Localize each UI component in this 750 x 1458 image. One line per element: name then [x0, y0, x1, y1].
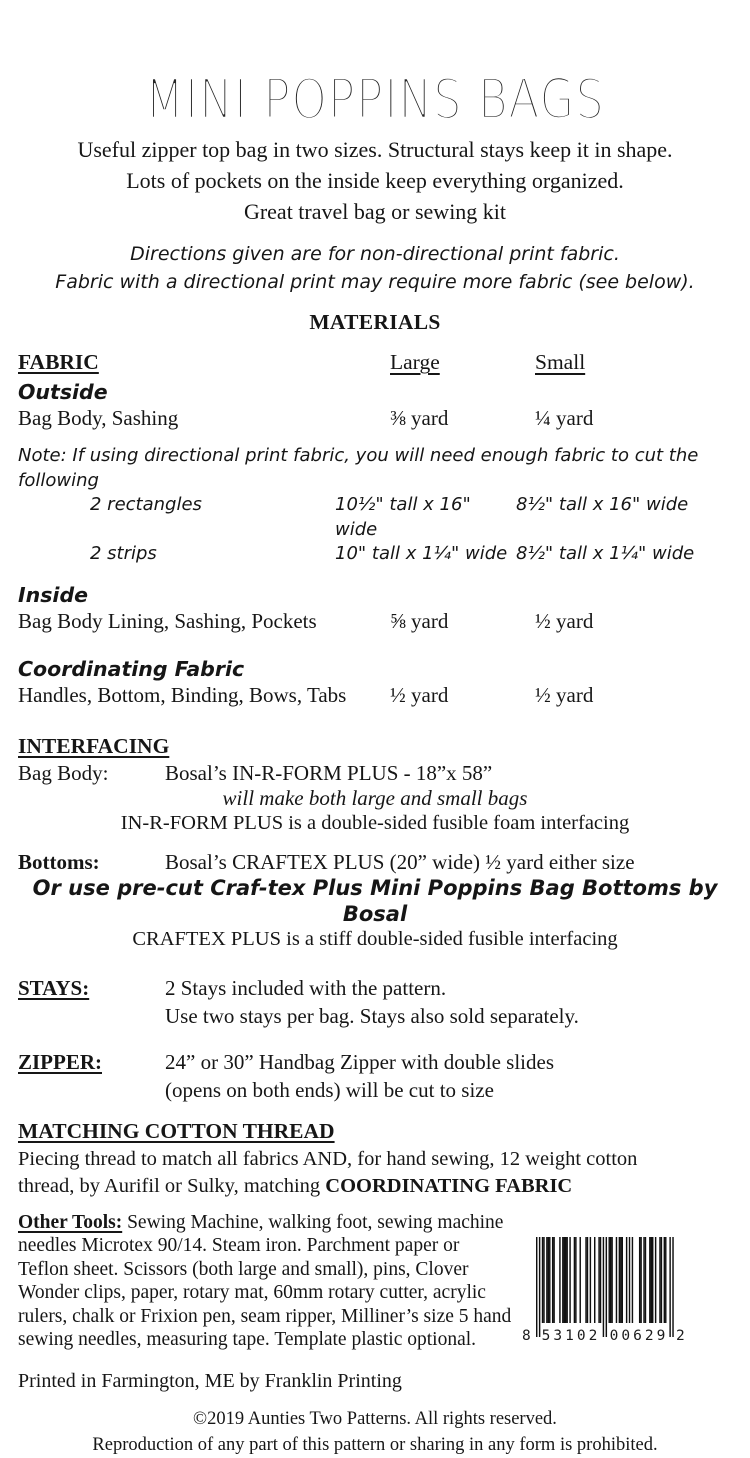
- bottoms-alt-note: Or use pre-cut Craf-tex Plus Mini Poppins Bag Bottoms by Bosal: [32, 875, 718, 926]
- note-row-label: 2 strips: [90, 543, 157, 564]
- tagline: [18, 134, 732, 227]
- fabric-row-inside: [18, 609, 732, 634]
- barcode-digits-group2: 00629: [609, 1328, 669, 1344]
- title-block: [18, 0, 732, 131]
- note-row-large: 10½" tall x 16" wide: [335, 494, 471, 540]
- fabric-table-header: [18, 350, 732, 375]
- note-row-small: 8½" tall x 16" wide: [516, 494, 689, 515]
- stays-line-2: Use two stays per bag. Stays also sold separately.: [165, 1004, 579, 1028]
- small-value: ½ yard: [535, 682, 594, 707]
- fabric-row-outside: [18, 406, 732, 431]
- zipper-text: [165, 1048, 732, 1105]
- note-row-large: 10" tall x 1¼" wide: [335, 543, 508, 564]
- outside-heading: Outside: [18, 380, 108, 404]
- note-row-strips: [18, 542, 732, 567]
- zipper-section: [18, 1048, 732, 1105]
- barcode-digit-right: 2: [676, 1328, 685, 1344]
- stays-text: [165, 974, 732, 1031]
- thread-bold-text: COORDINATING FABRIC: [325, 1174, 573, 1197]
- inside-heading: Inside: [18, 582, 89, 607]
- copyright-line-1: ©2019 Aunties Two Patterns. All rights reserved.: [193, 1408, 557, 1429]
- note-intro: Note: If using directional print fabric, you will need enough fabric to cut the following: [18, 445, 699, 491]
- interfacing-bag-body-row: [18, 761, 732, 786]
- note-row-label: 2 rectangles: [90, 494, 202, 515]
- other-tools-body: Sewing Machine, walking foot, sewing machine needles Microtex 90/14. Steam iron. Parchment paper or Teflon sheet. Scissors (both large and small), pins, Clover Wonder clips, paper, rotary mat, 60mm rotary cutter, acrylic rulers, chalk or Frixion pen, seam ripper, Milliner’s size 5 hand sewing needles, measuring tape. Template plastic optional.: [18, 1211, 512, 1350]
- copyright-line-2: Reproduction of any part of this pattern or sharing in any form is prohibited.: [92, 1434, 658, 1455]
- zipper-heading: ZIPPER:: [18, 1049, 102, 1074]
- tagline-line-1: Useful zipper top bag in two sizes. Structural stays keep it in shape.: [77, 137, 673, 162]
- row-label: Bag Body Lining, Sashing, Pockets: [18, 608, 317, 633]
- copyright-block: [18, 1406, 732, 1458]
- row-label: Handles, Bottom, Binding, Bows, Tabs: [18, 682, 347, 707]
- note-row-small: 8½" tall x 1¼" wide: [516, 543, 695, 564]
- upc-barcode: [524, 1237, 690, 1349]
- barcode-bars: [524, 1237, 690, 1337]
- directions-line-2: Fabric with a directional print may require more fabric (see below).: [55, 271, 695, 293]
- column-header-small: Small: [535, 350, 586, 374]
- stays-section: [18, 974, 732, 1031]
- column-header-large: Large: [390, 350, 440, 374]
- fabric-heading: FABRIC: [18, 350, 99, 374]
- thread-text: Piecing thread to match all fabrics AND, for hand sewing, 12 weight cotton thread, by Aurifil or Sulky, matching: [18, 1147, 638, 1197]
- row-label: Bag Body, Sashing: [18, 406, 179, 430]
- printed-by-line: Printed in Farmington, ME by Franklin Printing: [18, 1369, 402, 1392]
- tagline-line-2: Lots of pockets on the inside keep everything organized.: [126, 168, 624, 193]
- barcode-digits-group1: 53102: [541, 1328, 601, 1344]
- zipper-line-2: (opens on both ends) will be cut to size: [165, 1078, 494, 1102]
- zipper-line-1: 24” or 30” Handbag Zipper with double slides: [165, 1049, 554, 1074]
- bottoms-value: Bosal’s CRAFTEX PLUS (20” wide) ½ yard either size: [165, 849, 635, 874]
- interfacing-bottoms-row: [18, 850, 732, 875]
- note-row-rectangles: [18, 493, 732, 542]
- thread-heading: MATCHING COTTON THREAD: [18, 1118, 335, 1143]
- bottoms-note: CRAFTEX PLUS is a stiff double-sided fusible interfacing: [132, 927, 618, 950]
- small-value: ¼ yard: [535, 406, 594, 430]
- large-value: ½ yard: [390, 682, 449, 707]
- fabric-row-coordinating: [18, 683, 732, 708]
- small-value: ½ yard: [535, 608, 594, 633]
- other-tools-heading: Other Tools:: [18, 1211, 123, 1233]
- stays-line-1: 2 Stays included with the pattern.: [165, 975, 447, 1000]
- large-value: ⅜ yard: [390, 406, 449, 430]
- barcode-digit-left: 8: [522, 1328, 531, 1344]
- stays-heading: STAYS:: [18, 975, 90, 1000]
- bag-body-label: Bag Body:: [18, 760, 109, 785]
- bag-body-value: Bosal’s IN-R-FORM PLUS - 18”x 58”: [165, 760, 493, 785]
- directions-line-1: Directions given are for non-directional print fabric.: [130, 243, 620, 265]
- interfacing-note: IN-R-FORM PLUS is a double-sided fusible foam interfacing: [120, 811, 630, 834]
- large-value: ⅝ yard: [390, 608, 449, 633]
- interfacing-note-italic: will make both large and small bags: [222, 785, 528, 810]
- interfacing-heading: INTERFACING: [18, 733, 170, 758]
- bottoms-label: Bottoms:: [18, 849, 100, 874]
- coordinating-fabric-heading: Coordinating Fabric: [18, 656, 245, 681]
- materials-heading: MATERIALS: [309, 310, 441, 334]
- other-tools-paragraph: [18, 1211, 732, 1352]
- directions-note: [18, 240, 732, 296]
- thread-paragraph: [18, 1146, 690, 1200]
- page-title: MINI POPPINS BAGS: [145, 68, 605, 131]
- directional-note: [18, 444, 732, 567]
- tagline-line-3: Great travel bag or sewing kit: [243, 199, 507, 224]
